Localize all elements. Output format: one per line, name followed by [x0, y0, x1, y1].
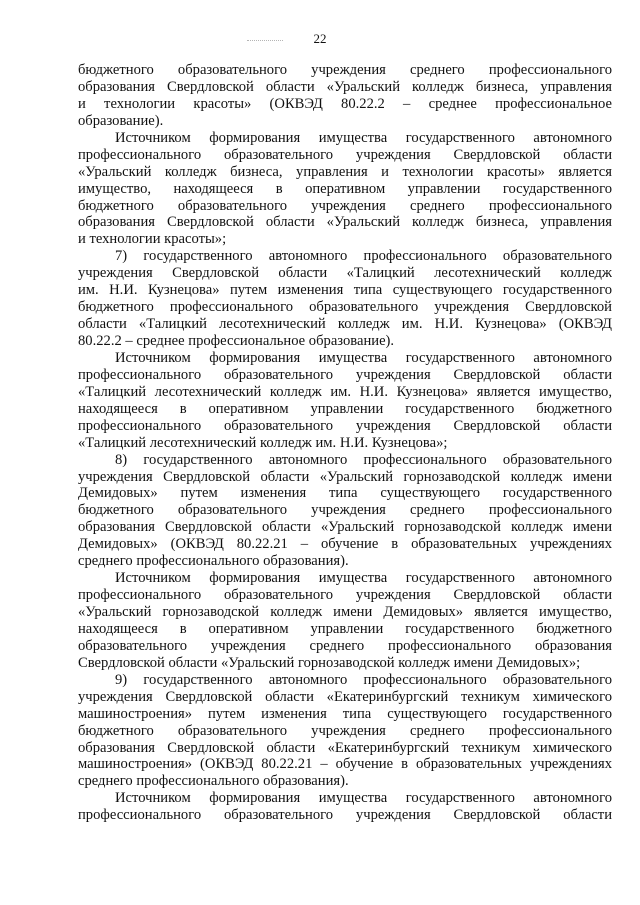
text-line: образования Свердловской области «Уральский колледж бизнеса, управления [78, 214, 612, 231]
paragraph-p5 [78, 452, 612, 571]
text-line: 8) государственного автономного профессионального образовательного [115, 451, 612, 468]
text-line: Источником формирования имущества государственного автономного [115, 349, 612, 366]
text-line: им. Н.И. Кузнецова» путем изменения типа существующего государственного [78, 282, 612, 299]
text-line: профессионального образовательного учреждения Свердловской области [78, 366, 612, 383]
text-line: «Уральский колледж бизнеса, управления и технологии красоты» является [78, 163, 612, 180]
paragraph-p7 [78, 672, 612, 791]
text-line: «Талицкий лесотехнический колледж им. Н.И. Кузнецова» является имущество, [78, 383, 612, 400]
text-line: учреждения Свердловской области «Екатеринбургский техникум химического [78, 688, 612, 705]
text-line: Демидовых» (ОКВЭД 80.22.21 – обучение в образовательных учреждениях [78, 536, 612, 553]
text-line: Демидовых» путем изменения типа существующего государственного [78, 485, 612, 502]
paragraph-p2 [78, 130, 612, 249]
text-line: профессионального образовательного учреждения Свердловской области [78, 807, 612, 824]
text-line: области «Талицкий лесотехнический колледж им. Н.И. Кузнецова» (ОКВЭД [78, 316, 612, 333]
document-body [78, 62, 612, 824]
text-line: находящееся в оперативном управлении государственного бюджетного [78, 620, 612, 637]
text-line: профессионального образовательного учреждения Свердловской области [78, 587, 612, 604]
text-line: образование). [78, 112, 164, 129]
text-line: 7) государственного автономного профессионального образовательного [115, 248, 612, 265]
paragraph-p6 [78, 570, 612, 672]
scan-artifact [247, 40, 283, 41]
text-line: «Талицкий лесотехнический колледж им. Н.И. Кузнецова»; [78, 434, 448, 451]
text-line: образования Свердловской области «Уральский колледж бизнеса, управления [78, 78, 612, 95]
text-line: 9) государственного автономного профессионального образовательного [115, 671, 612, 688]
text-line: бюджетного образовательного учреждения среднего профессионального [78, 197, 612, 214]
text-line: бюджетного образовательного учреждения среднего профессионального [78, 62, 612, 78]
paragraph-p3 [78, 248, 612, 350]
text-line: Источником формирования имущества государственного автономного [115, 790, 612, 807]
text-line: учреждения Свердловской области «Уральский горнозаводской колледж имени [78, 468, 612, 485]
text-line: находящееся в оперативном управлении государственного бюджетного [78, 400, 612, 417]
text-line: образования Свердловской области «Екатеринбургский техникум химического [78, 739, 612, 756]
text-line: образовательного учреждения среднего профессионального образования [78, 637, 612, 654]
text-line: бюджетного образовательного учреждения среднего профессионального [78, 722, 612, 739]
paragraph-p8 [78, 790, 612, 824]
text-line: учреждения Свердловской области «Талицкий лесотехнический колледж [78, 265, 612, 282]
text-line: «Уральский горнозаводской колледж имени Демидовых» является имущество, [78, 604, 612, 620]
text-line: Источником формирования имущества государственного автономного [115, 129, 612, 146]
text-line: профессионального образовательного учреждения Свердловской области [78, 417, 612, 434]
text-line: профессионального образовательного учреждения Свердловской области [78, 146, 612, 163]
text-line: машиностроения» (ОКВЭД 80.22.21 – обучение в образовательных учреждениях [78, 756, 612, 773]
text-line: среднего профессионального образования). [78, 553, 349, 570]
text-line: 80.22.2 – среднее профессиональное образование). [78, 333, 395, 349]
text-line: имущество, находящееся в оперативном управлении государственного [78, 180, 612, 197]
page-number: 22 [313, 31, 327, 46]
text-line: бюджетного профессионального образовательного учреждения Свердловской [78, 299, 612, 316]
text-line: машиностроения» путем изменения типа существующего государственного [78, 705, 612, 722]
text-line: и технологии красоты» (ОКВЭД 80.22.2 – среднее профессиональное [78, 95, 612, 112]
text-line: бюджетного образовательного учреждения среднего профессионального [78, 502, 612, 519]
paragraph-p1 [78, 62, 612, 130]
text-line: Свердловской области «Уральский горнозаводской колледж имени Демидовых»; [78, 654, 581, 671]
text-line: среднего профессионального образования). [78, 773, 349, 790]
text-line: образования Свердловской области «Уральский горнозаводской колледж имени [78, 519, 612, 536]
text-line: и технологии красоты»; [78, 231, 227, 248]
text-line: Источником формирования имущества государственного автономного [115, 570, 612, 587]
paragraph-p4 [78, 350, 612, 452]
